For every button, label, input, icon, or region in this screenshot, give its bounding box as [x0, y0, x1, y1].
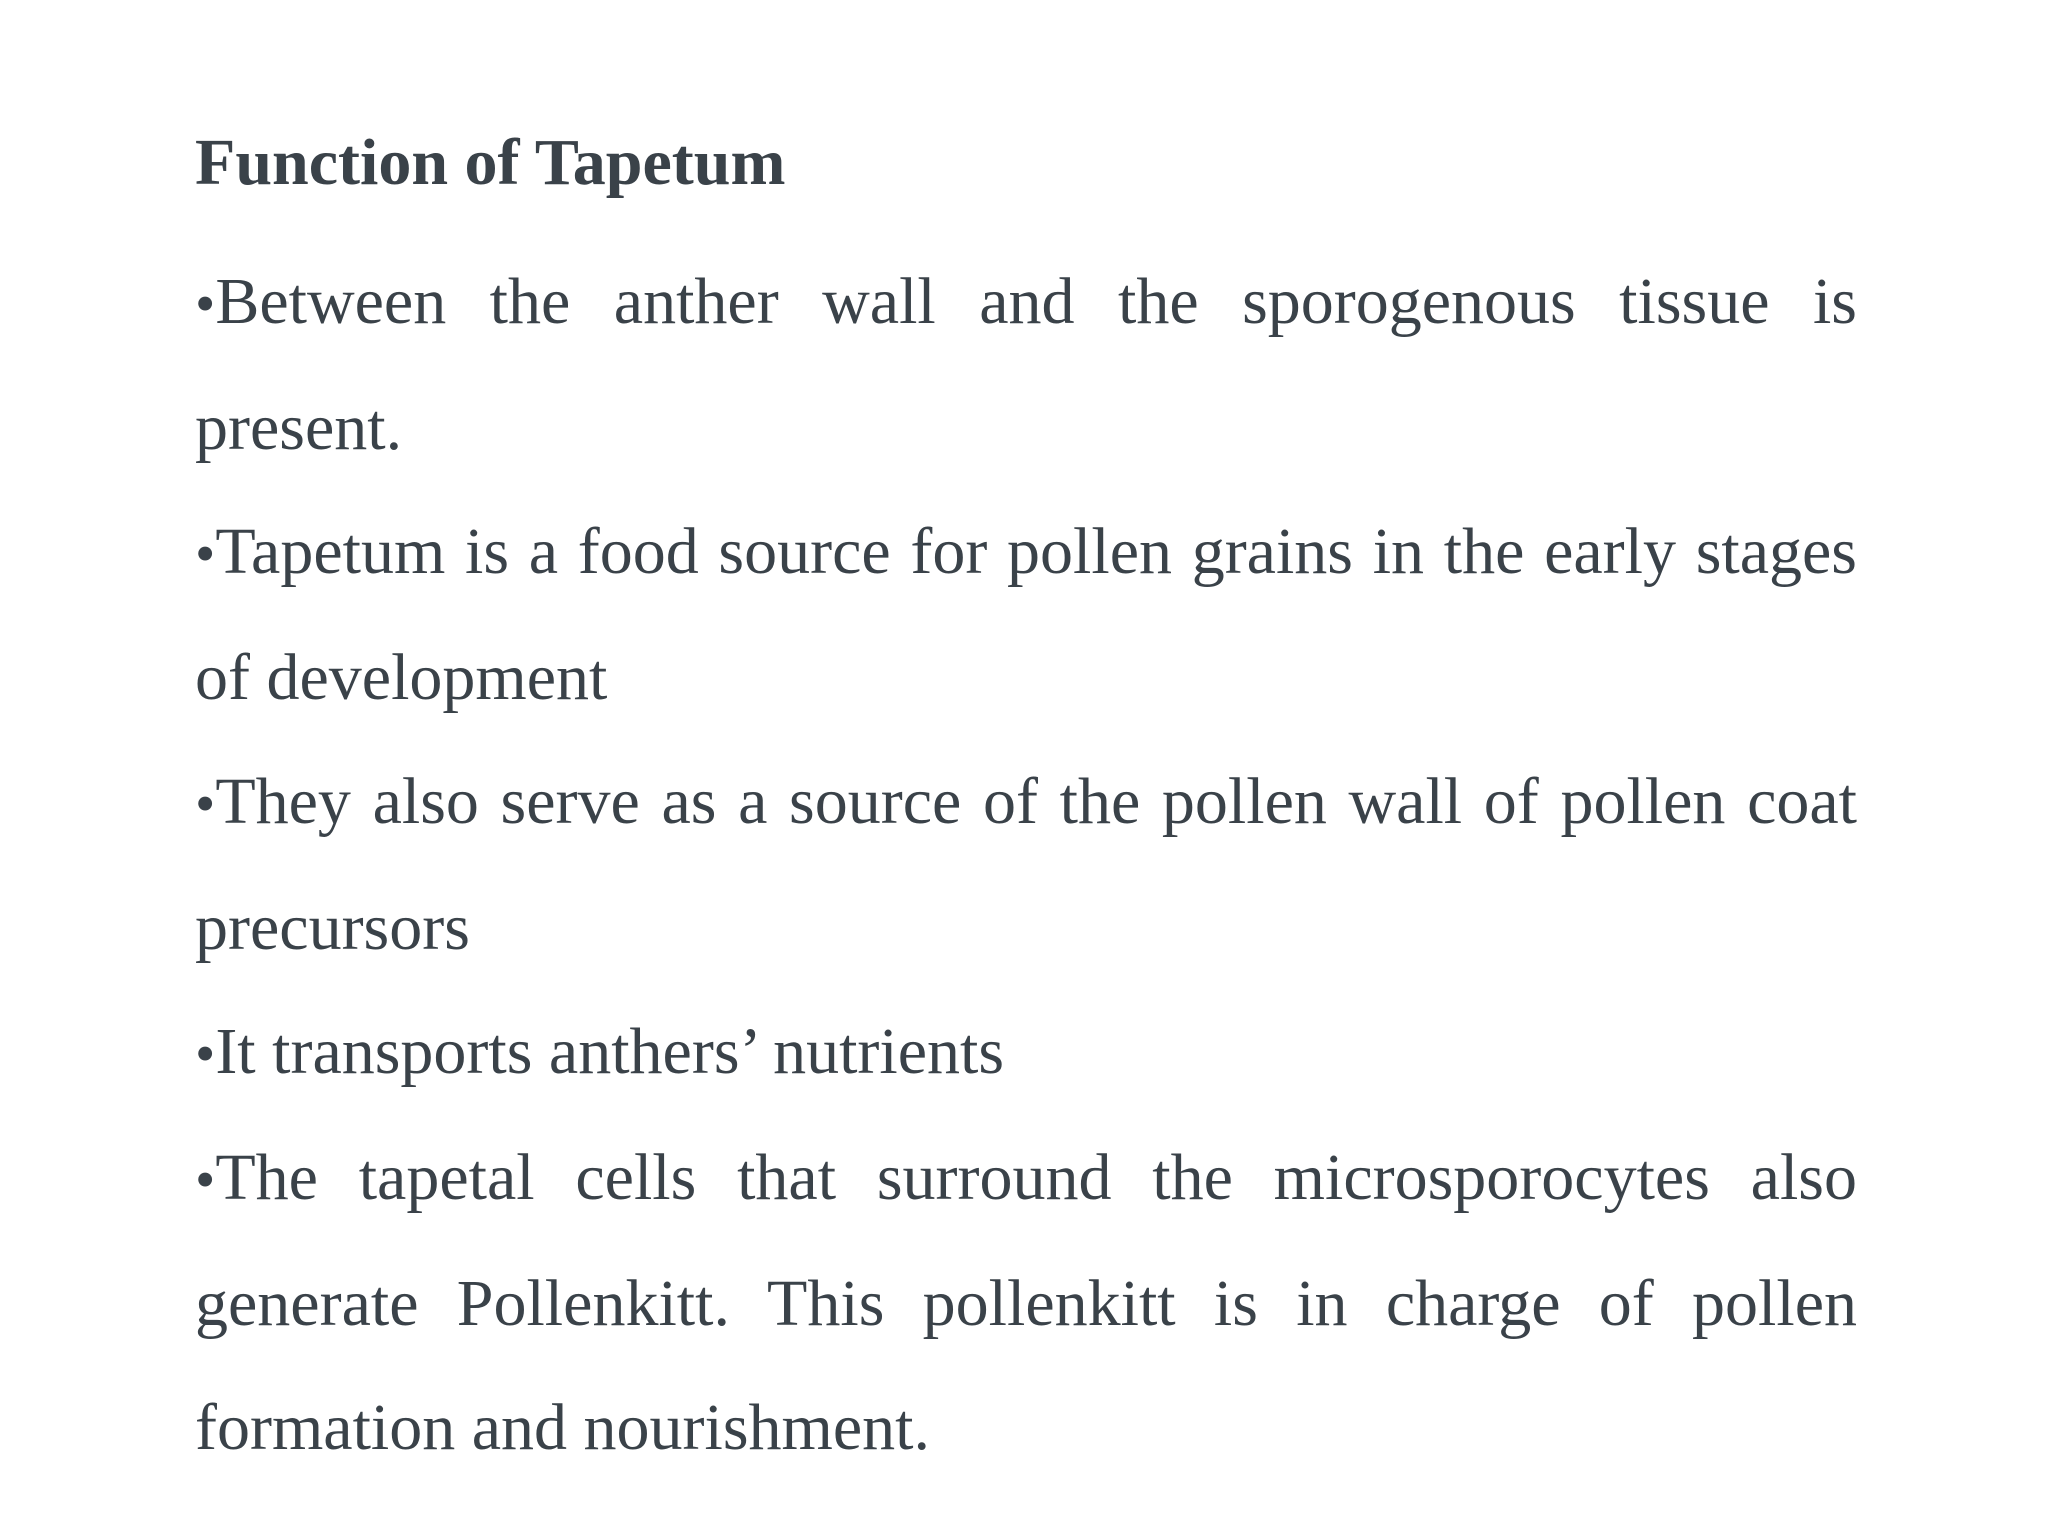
slide-title: Function of Tapetum: [195, 126, 786, 199]
bullet-icon: •: [195, 521, 216, 586]
bullet-icon: •: [195, 271, 216, 336]
bullet-icon: •: [195, 1021, 216, 1086]
bullet-icon: •: [195, 1147, 216, 1212]
bullet-list: [195, 240, 1857, 1490]
slide-content: [195, 118, 1857, 1490]
bullet-item: [195, 490, 1857, 740]
bullet-text: It transports anthers’ nutrients: [215, 1015, 1005, 1088]
bullet-text: Between the anther wall and the sporogenous tissue is present.: [195, 265, 1857, 464]
bullet-text: The tapetal cells that surround the microsporocytes also generate Pollenkitt. This pollenkitt is in charge of pollen formation and nourishment.: [195, 1141, 1857, 1464]
bullet-item: [195, 1116, 1857, 1490]
bullet-item: [195, 990, 1857, 1116]
bullet-text: Tapetum is a food source for pollen grains in the early stages of development: [195, 515, 1857, 714]
bullet-item: [195, 240, 1857, 490]
bullet-item: [195, 740, 1857, 990]
bullet-icon: •: [195, 771, 216, 836]
bullet-text: They also serve as a source of the pollen wall of pollen coat precursors: [195, 765, 1857, 964]
